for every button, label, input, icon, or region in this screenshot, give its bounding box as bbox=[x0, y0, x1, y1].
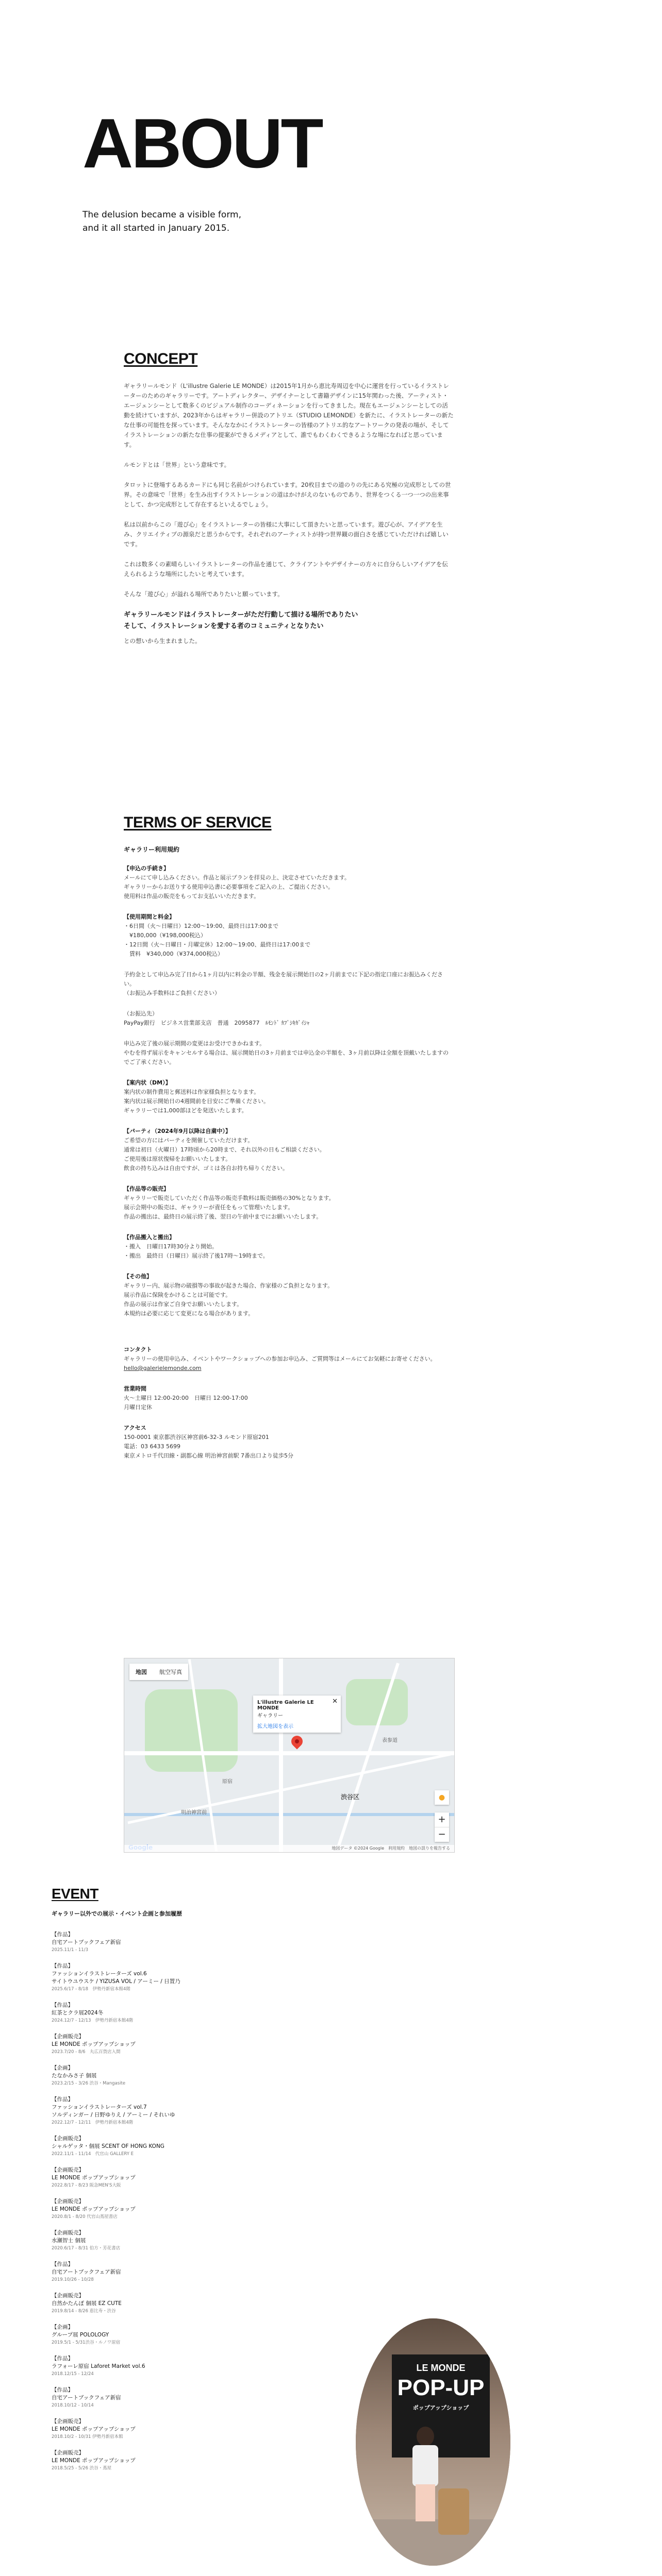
terms-block: 【パーティ（2024年9月以降は自粛中）】 ご希望の方にはパーティを開催していただけます。 通常は初日（火曜日）17時頃から20時まで、それ以外の日もご相談ください。 ご使用後は原状復帰をお願いいたします。 飲食の持ち込みは自由ですが、ゴミは各自お持ち帰りください。 bbox=[124, 1128, 325, 1172]
map-pin-icon[interactable] bbox=[289, 1733, 305, 1749]
map-park bbox=[145, 1689, 238, 1772]
event-item: 【企画】 グループ展 POLOLOGY 2019.5/1 - 5/31渋谷・ルノワ原宿 bbox=[52, 2324, 121, 2345]
event-item: 【企画販売】 水瀬智士 個展 2020.6/17 - 8/31 伯方・芳花書店 bbox=[52, 2230, 121, 2251]
map-card-sub: ギャラリー bbox=[257, 1713, 283, 1719]
terms-title: ギャラリー利用規約 bbox=[124, 846, 180, 853]
event-item: 【企画販売】 LE MONDE ポップアップショップ 2023.7/20 - 8/6 丸広百貨店入間 bbox=[52, 2033, 136, 2055]
event-item: 【企画販売】 シャルゲッタ・個展 SCENT OF HONG KONG 2022.11/1 - 11/14 代官山 GALLERY E bbox=[52, 2136, 164, 2157]
terms-block: 申込み完了後の展示期間の変更はお受けできかねます。 やむを得ず展示をキャンセルする場合は、展示開始日の3ヶ月前までは申込金の半額を、3ヶ月前以降は全額を頂戴いたしますのでご了承ください。 bbox=[124, 1040, 449, 1065]
map-label: 明治神宮前 bbox=[181, 1810, 207, 1816]
event-item: 【作品】 自宅アートブックフェア新宿 2018.10/12 - 10/14 bbox=[52, 2387, 121, 2408]
access-block: アクセス 150-0001 東京都渋谷区神宮前6-32-3 ルモンド原宿201 電話：03 6433 5699 東京メトロ千代田線・副都心線 明治神宮前駅 7番出口より徒歩5分 bbox=[124, 1425, 293, 1459]
map-enlarge-link[interactable]: 拡大地図を表示 bbox=[257, 1724, 293, 1730]
event-subheading: ギャラリー以外での展示・イベント企画と参加履歴 bbox=[52, 1910, 182, 1917]
map-label: 渋谷区 bbox=[341, 1793, 360, 1801]
map-zoom-control bbox=[435, 1812, 449, 1842]
concept-paragraph: タロットに登場するあるカードにも同じ名前がつけられています。20枚目までの道のりの先にある究極の完成形としての世界。その意味で「世界」を生み出すイラストレーションの道はかけがえのないものであり、世界をつくる一つ一つの出来事として、かつ完成形として存在するといえるでしょう。 bbox=[124, 481, 451, 508]
concept-section bbox=[124, 350, 454, 656]
contact-block: コンタクト ギャラリーの使用申込み、イベントやワークショップへの参加お申込み、ご質問等はメールにてお気軽にお寄せください。 hello@galerielemonde.com bbox=[124, 1346, 436, 1371]
map-info-card bbox=[253, 1696, 341, 1733]
contact-email-link[interactable]: hello@galerielemonde.com bbox=[124, 1365, 202, 1371]
concept-heading: CONCEPT bbox=[124, 350, 198, 367]
child-figure bbox=[407, 2427, 443, 2524]
terms-block: 【作品搬入と搬出】 ・搬入 日曜日17時30分より開始。 ・搬出 最終日（日曜日）展示終了後17時〜19時まで。 bbox=[124, 1234, 269, 1259]
terms-block: （お振込先） PayPay銀行 ビジネス営業部支店 普通 2095877 ﾙﾓﾝﾄﾞ ｶﾌﾞｼｷｶﾞｲｼｬ bbox=[124, 1010, 310, 1026]
event-section bbox=[52, 1886, 299, 2481]
event-item: 【作品】 自宅アートブックフェア新宿 2025.11/1 - 11/3 bbox=[52, 1931, 121, 1953]
event-item: 【作品】 自宅アートブックフェア新宿 2019.10/26 - 10/28 bbox=[52, 2261, 121, 2282]
page-title: ABOUT bbox=[82, 104, 322, 182]
event-item: 【作品】 紅茶とクラ展2024冬 2024.12/7 - 12/13 伊勢丹新宿本館4階 bbox=[52, 2002, 134, 2023]
concept-paragraph: これは数多くの素晴らしいイラストレーターの作品を通じて、クライアントやデザイナーの方々に自分らしいアイデアを伝えられるような場所にしたいと考えています。 bbox=[124, 561, 448, 578]
map-park bbox=[346, 1679, 408, 1725]
close-icon[interactable]: ✕ bbox=[332, 1698, 338, 1705]
event-item: 【企画販売】 LE MONDE ポップアップショップ 2020.8/1 - 8/20 代官山蔦屋書店 bbox=[52, 2198, 136, 2219]
terms-block: 【作品等の販売】 ギャラリーで販売していただく作品等の販売手数料は販売価格の30%となります。 展示会期中の販売は、ギャラリーが責任をもって管理いたします。 作品の搬出は、最終日の展示終了後、翌日の午前中までにお願いいたします。 bbox=[124, 1185, 335, 1220]
event-item: 【企画販売】 LE MONDE ポップアップショップ 2018.10/2 - 10/31 伊勢丹新宿本館 bbox=[52, 2418, 136, 2439]
google-map[interactable] bbox=[124, 1658, 455, 1853]
hero-subtitle: The delusion became a visible form, and it all started in January 2015. bbox=[82, 210, 241, 233]
concept-paragraph: そんな「遊び心」が溢れる場所でありたいと願っています。 bbox=[124, 590, 284, 598]
map-tab-satellite[interactable]: 航空写真 bbox=[159, 1669, 182, 1675]
event-item: 【企画販売】 LE MONDE ポップアップショップ 2022.8/17 - 8/23 阪急MEN'S大阪 bbox=[52, 2167, 136, 2188]
map-label: 原宿 bbox=[222, 1779, 233, 1785]
terms-block: 【申込の手続き】 メールにて申し込みください。作品と展示プランを拝見の上、決定させていただきます。 ギャラリーからお送りする使用申込書に必要事項をご記入の上、ご提出ください。 使用料は作品の販売をもってお支払いいただきます。 bbox=[124, 865, 350, 900]
concept-paragraph: ルモンドとは「世界」という意味です。 bbox=[124, 461, 230, 468]
hours-block: 営業時間 火〜土曜日 12:00-20:00 日曜日 12:00-17:00 月曜日定休 bbox=[124, 1385, 248, 1411]
event-photo bbox=[356, 2318, 510, 2566]
terms-section bbox=[124, 814, 454, 1472]
map-footer: 地図データ ©2024 Google 利用規約 地図の誤りを報告する bbox=[124, 1845, 454, 1852]
map-type-tabs bbox=[129, 1664, 188, 1680]
event-item: 【企画販売】 自然かたんぽ 個展 EZ CUTE 2019.8/14 - 8/26 恵比寿・渋谷 bbox=[52, 2293, 122, 2314]
concept-closing-tail: との想いから生まれました。 bbox=[124, 637, 201, 645]
terms-block: 【案内状（DM）】 案内状の制作費用と郵送料は作家様負担となります。 案内状は展示開始日の4週間前を目安にご準備ください。 ギャラリーでは1,000部ほどを発送いたします。 bbox=[124, 1079, 269, 1114]
map-label: 表参道 bbox=[382, 1738, 398, 1743]
pegman-icon[interactable]: ● bbox=[435, 1790, 449, 1805]
zoom-out-button[interactable]: − bbox=[435, 1827, 449, 1842]
map-road bbox=[279, 1658, 283, 1852]
event-heading: EVENT bbox=[52, 1886, 98, 1902]
concept-paragraph: 私は以前からこの「遊び心」をイラストレーターの皆様に大事にして頂きたいと思っています。遊び心が、アイデアを生み、クリエイティブの源泉だと思うからです。それぞれのアーティストが持つ世界観の面白さを感じていただければ嬉しいです。 bbox=[124, 521, 449, 548]
map-road bbox=[124, 1751, 454, 1755]
popup-poster: LE MONDE POP-UP ポップアップショップ bbox=[392, 2354, 490, 2458]
event-item: 【企画販売】 LE MONDE ポップアップショップ 2018.5/25 - 5/26 渋谷・蔦屋 bbox=[52, 2450, 136, 2471]
event-item: 【作品】 ファッションイラストレーターズ vol.6 サイトウユウスケ / YIZUSA VOL / アーミー / 日置乃 2025.6/17 - 8/18 伊勢丹新宿本館4階 bbox=[52, 1963, 180, 1992]
map-tab-map[interactable]: 地図 bbox=[136, 1669, 147, 1675]
event-item: 【作品】 ラフォーレ原宿 Laforet Market vol.6 2018.12/15 - 12/24 bbox=[52, 2355, 145, 2377]
concept-paragraph: ギャラリールモンド（L'illustre Galerie LE MONDE）は2015年1月から恵比寿周辺を中心に運営を行っているイラストレーターのためのギャラリーです。アートディレクター、デザイナーとして書籍デザインに15年関わった後、アーティスト・エージェンシーとして数多くのビジュアル制作のコーディネーションを行ってきました。現在もエージェンシーとしての活動を続けていますが、2023年からはギャラリー併設のアトリエ（STUDIO LEMONDE）を新たに、イラストレーターの新たな仕事の可能性を探っています。そんななかにイラストレーターの皆様のアトリエ的なアートワークの発表の場が、そしてイラストレーションの新たな仕事の提案ができるメディアとして、誰でもわくわくできるような場になればと思っています。 bbox=[124, 382, 454, 448]
terms-block: 【その他】 ギャラリー内、展示物の破損等の事故が起きた場合、作家様のご負担となります。 展示作品に保険をかけることは可能です。 作品の展示は作家ご自身でお願いいたします。 本規約は必要に応じて変更になる場合があります。 bbox=[124, 1273, 334, 1317]
terms-block: 【使用期間と料金】 ・6日間（火〜日曜日）12:00〜19:00、最終日は17:00まで ¥180,000（¥198,000税込） ・12日間（火〜日曜日・月曜定休）12:00〜19:00、最終日は17:00まで 賃料 ¥340,000（¥374,000税込） bbox=[124, 913, 311, 957]
event-item: 【作品】 ファッションイラストレーターズ vol.7 ソルディンガー / 日野ゆりえ / アーミー / それいゆ 2022.12/7 - 12/11 伊勢丹新宿本館4階 bbox=[52, 2096, 175, 2125]
terms-heading: TERMS OF SERVICE bbox=[124, 814, 272, 831]
map-card-title: L'illustre Galerie LE MONDE bbox=[257, 1700, 314, 1711]
terms-block: 予約金として申込み完了日から1ヶ月以内に料金の半額、残金を展示開始日の2ヶ月前までに下記の指定口座にお振込みください。 （お振込み手数料はご負担ください） bbox=[124, 971, 443, 996]
zoom-in-button[interactable]: + bbox=[438, 1814, 446, 1825]
concept-closing: ギャラリールモンドはイラストレーターがただ行動して描ける場所でありたい そして、イラストレーションを愛する者のコミュニティとなりたい bbox=[124, 611, 358, 630]
event-item: 【企画】 たなかみさ子 個展 2023.2/15 - 3/26 渋谷・Mangasite bbox=[52, 2065, 126, 2086]
